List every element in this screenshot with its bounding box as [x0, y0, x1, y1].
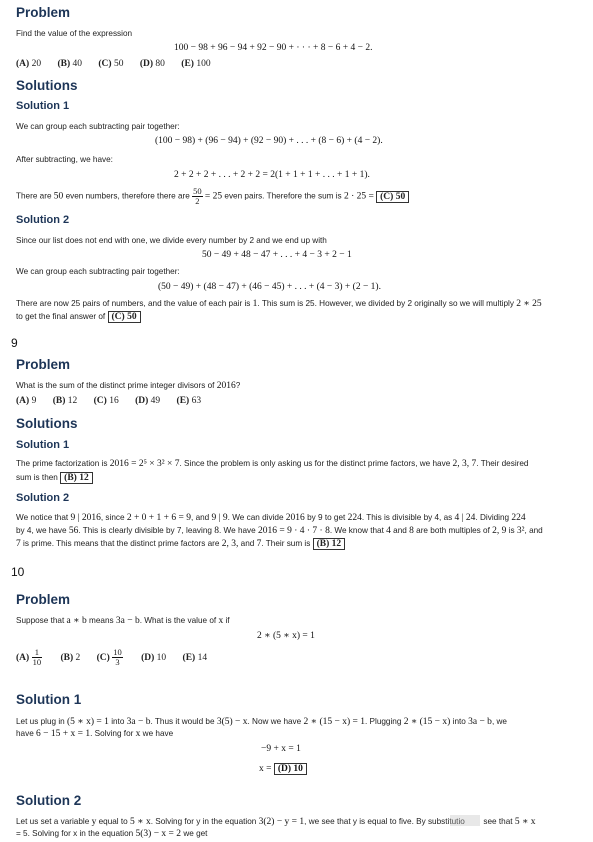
solution-1-heading: Solution 1	[16, 692, 82, 707]
solution-text-line	[16, 513, 526, 523]
text: Let us set a variable	[16, 817, 90, 826]
choice-value: 10	[156, 653, 167, 663]
text: we have	[142, 729, 174, 738]
fraction	[192, 187, 203, 206]
text: sum is then	[16, 473, 58, 482]
text: = 5. Solving for x in the equation	[16, 829, 134, 838]
text: , since	[100, 513, 125, 522]
fraction-denominator: 3	[115, 657, 120, 668]
answer-choices	[16, 647, 207, 669]
choice-letter: (E)	[181, 59, 194, 69]
choice-letter: (D)	[139, 59, 154, 69]
boxed-answer: (B) 12	[60, 472, 93, 484]
text: , we see that y is equal to five. By substitutio	[304, 817, 465, 826]
solution-text-line	[16, 539, 345, 549]
answer-choices	[16, 59, 211, 69]
choice-letter: (C)	[98, 59, 112, 69]
text: There are	[16, 191, 52, 201]
text: . Now we have	[247, 717, 302, 726]
text: to get the final answer of	[16, 312, 106, 321]
text: equal to	[98, 817, 128, 826]
text: ?	[235, 381, 241, 390]
text: have	[16, 729, 34, 738]
math: 2016 = 9 · 4 · 7 · 8	[257, 526, 330, 536]
math: 2016	[216, 381, 236, 391]
text: . Their sum is	[261, 539, 311, 548]
solution-text-line	[16, 526, 543, 536]
math: x	[218, 616, 224, 626]
text: . Solving for	[90, 729, 134, 738]
solution-text: We can group each subtracting pair together:	[16, 267, 180, 276]
text: Suppose that	[16, 616, 65, 625]
choice-letter: (D)	[141, 653, 155, 663]
choice-value: 16	[109, 396, 119, 406]
choice-letter: (D)	[135, 396, 149, 406]
text: even numbers, therefore there are	[65, 191, 190, 201]
math: 8	[409, 526, 414, 536]
choice-value: 100	[196, 59, 211, 69]
solution-text-line	[16, 298, 542, 309]
problem-text: Find the value of the expression	[16, 29, 133, 38]
choice-value: 14	[197, 653, 208, 663]
solutions-heading: Solutions	[16, 416, 78, 431]
text: even pairs. Therefore the sum is	[224, 191, 342, 201]
solutions-heading: Solutions	[16, 78, 78, 93]
equation	[259, 764, 307, 774]
solution-2-heading: Solution 2	[16, 793, 82, 808]
equation: (50 − 49) + (48 − 47) + (46 − 45) + . . . + (4 − 3) + (2 − 1).	[158, 282, 381, 292]
boxed-answer: (C) 50	[376, 191, 409, 203]
math: 2 + 0 + 1 + 6 = 9	[126, 513, 192, 523]
fraction	[112, 648, 123, 667]
fraction	[32, 648, 43, 667]
text: . Since the problem is only asking us for the distinct prime factors, we have	[179, 459, 451, 468]
scan-smudge	[450, 815, 480, 826]
text: . Solving for y in the equation	[150, 817, 257, 826]
math: 8	[214, 526, 219, 536]
equation: 2 ∗ (5 ∗ x) = 1	[257, 631, 315, 641]
problem-heading: Problem	[16, 5, 71, 20]
math: 7	[16, 539, 21, 549]
text: , and	[524, 526, 543, 535]
math: 4	[386, 526, 391, 536]
text: is prime. This means that the distinct prime factors are	[23, 539, 220, 548]
math: 3²	[516, 526, 525, 536]
math: 5 ∗ x	[514, 817, 536, 827]
math: 3a − b	[115, 616, 140, 626]
solution-text: After subtracting, we have:	[16, 155, 113, 164]
text: Let us plug in	[16, 717, 65, 726]
text: . Plugging	[364, 717, 402, 726]
text: What is the sum of the distinct prime integer divisors of	[16, 381, 215, 390]
fraction-numerator: 10	[113, 647, 122, 658]
text: There are now 25 pairs of numbers, and the value of each pair is	[16, 299, 251, 308]
boxed-answer: (C) 50	[108, 311, 141, 323]
problem-heading: Problem	[16, 357, 71, 372]
math: 2, 3,	[221, 539, 239, 549]
math: 2, 9	[492, 526, 507, 536]
text: by 9 to get	[307, 513, 346, 522]
problem-text	[16, 381, 240, 391]
choice-letter: (E)	[182, 653, 196, 663]
solution-text: We can group each subtracting pair together:	[16, 122, 180, 131]
choice-value: 12	[67, 396, 78, 406]
choice-letter: (A)	[16, 59, 30, 69]
math: 9 | 2016	[70, 513, 101, 523]
solution-2-heading: Solution 2	[16, 492, 70, 504]
solution-text-line	[16, 473, 93, 483]
choice-value: 63	[191, 396, 202, 406]
text: is	[508, 526, 515, 535]
equation: −9 + x = 1	[261, 744, 301, 754]
math: a ∗ b	[66, 616, 87, 626]
equation: 2 + 2 + 2 + . . . + 2 + 2 = 2(1 + 1 + 1 + . . . + 1 + 1).	[174, 170, 370, 180]
text: . This sum is 25. However, we divided by 2 originally so we will multiply	[257, 299, 514, 308]
equation: 50 − 49 + 48 − 47 + . . . + 4 − 3 + 2 − 1	[202, 250, 352, 260]
choice-value: 2	[75, 653, 81, 663]
solution-text: Since our list does not end with one, we divide every number by 2 and we end up with	[16, 236, 327, 245]
choice-letter: (B)	[60, 653, 74, 663]
math: 5 ∗ x	[130, 817, 151, 827]
solution-text-line	[16, 459, 528, 469]
text: and	[393, 526, 407, 535]
boxed-answer: (D) 10	[274, 763, 307, 775]
solution-1-heading: Solution 1	[16, 439, 70, 451]
math: 50	[53, 191, 64, 202]
text: . Their desired	[476, 459, 529, 468]
solution-text-line	[16, 729, 173, 739]
problem-expression: 100 − 98 + 96 − 94 + 92 − 90 + · · · + 8 − 6 + 4 − 2.	[174, 43, 373, 53]
math: 2, 3, 7	[452, 459, 477, 469]
choice-letter: (C)	[93, 396, 107, 406]
math: 6 − 15 + x = 1	[36, 729, 91, 739]
choice-letter: (E)	[176, 396, 190, 406]
choice-value: 50	[113, 59, 124, 69]
text: We notice that	[16, 513, 69, 522]
problem-number: 10	[11, 565, 25, 579]
math: 2016	[285, 513, 305, 523]
math: 2016 = 2⁵ × 3² × 7	[109, 459, 180, 469]
math: 2 ∗ (15 − x)	[403, 717, 451, 727]
fraction-denominator: 2	[195, 196, 200, 206]
choice-value: 80	[155, 59, 165, 69]
text: means	[89, 616, 114, 625]
text: see that	[483, 817, 513, 826]
math: 3a − b	[126, 717, 151, 727]
text: . This is divisible by 4, as	[361, 513, 453, 522]
text: . We can divide	[227, 513, 284, 522]
text: , we	[491, 717, 507, 726]
choice-value: 9	[31, 396, 37, 406]
choice-value: 49	[150, 396, 161, 406]
math: 3(5) − x	[216, 717, 248, 727]
text: by 4, we have	[16, 526, 67, 535]
text: . We know that	[329, 526, 384, 535]
math: 4 | 24	[454, 513, 476, 523]
math: 2 · 25 =	[343, 191, 374, 202]
fraction-denominator: 10	[32, 657, 42, 668]
solution-text-line	[16, 829, 207, 839]
text: into	[452, 717, 466, 726]
math: 224	[511, 513, 526, 523]
math: 56	[68, 526, 79, 536]
boxed-answer: (B) 12	[313, 538, 346, 550]
fraction-numerator: 1	[32, 648, 43, 658]
text: . Dividing	[475, 513, 510, 522]
text: , and	[191, 513, 210, 522]
math: 2 ∗ (15 − x) = 1	[303, 717, 365, 727]
math: y	[91, 817, 97, 827]
choice-value: 40	[72, 59, 82, 69]
math: 9 | 9	[211, 513, 228, 523]
choice-letter: (B)	[57, 59, 71, 69]
math: = 25	[204, 191, 223, 202]
problem-heading: Problem	[16, 592, 71, 607]
solution-text-line	[16, 312, 141, 322]
solution-text-line	[16, 187, 409, 206]
math: 1	[252, 299, 258, 309]
choice-value: 20	[31, 59, 42, 69]
math: 224	[347, 513, 362, 523]
text: . Thus it would be	[150, 717, 215, 726]
problem-text	[16, 615, 230, 626]
text: if	[225, 616, 230, 625]
math: 3(2) − y = 1	[258, 817, 305, 827]
text: and	[240, 539, 255, 548]
math: 3a − b	[468, 717, 492, 727]
choice-letter: (A)	[16, 396, 30, 406]
text: . What is the value of	[139, 616, 217, 625]
choice-letter: (B)	[52, 396, 66, 406]
fraction-numerator: 50	[193, 186, 202, 196]
text: The prime factorization is	[16, 459, 108, 468]
solution-text-line	[16, 716, 507, 727]
text: we get	[183, 829, 208, 838]
math: x =	[259, 764, 272, 774]
problem-number: 9	[11, 336, 18, 350]
solution-1-heading: Solution 1	[16, 100, 70, 112]
math: (5 ∗ x) = 1	[67, 717, 109, 727]
math: 7	[256, 539, 262, 549]
math: 5(3) − x = 2	[135, 829, 182, 839]
text: . We have	[218, 526, 256, 535]
math: 2 ∗ 25	[516, 299, 542, 309]
choice-letter: (C)	[96, 653, 110, 663]
choice-letter: (A)	[16, 653, 30, 663]
text: are both multiples of	[416, 526, 490, 535]
math: x	[135, 729, 141, 739]
solution-2-heading: Solution 2	[16, 214, 70, 226]
answer-choices	[16, 396, 201, 406]
equation: (100 − 98) + (96 − 94) + (92 − 90) + . . . + (8 − 6) + (4 − 2).	[155, 136, 383, 146]
text: into	[111, 717, 125, 726]
text: . This is clearly divisible by 7, leaving	[78, 526, 212, 535]
